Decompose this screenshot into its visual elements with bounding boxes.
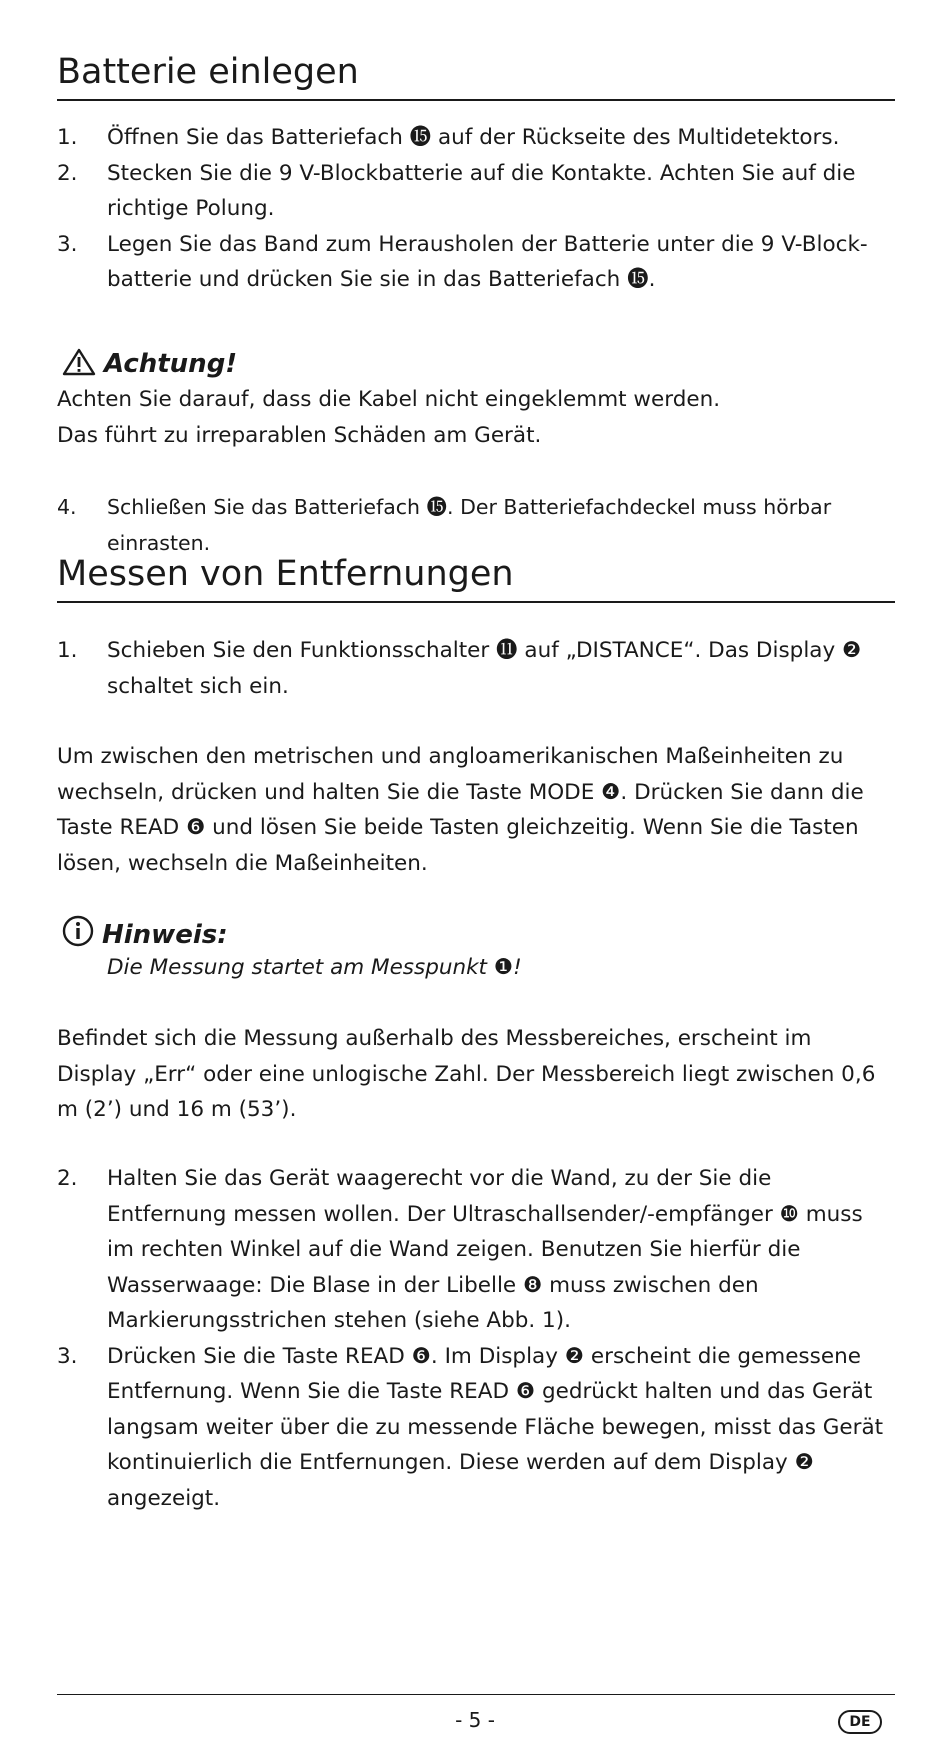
- distance-steps: [57, 1161, 895, 1516]
- battery-step-4: [57, 490, 895, 561]
- range-paragraph: Befindet sich die Messung außerhalb des Messbereiches, erscheint im Display „Err“ oder eine unlogische Zahl. Der Messbereich liegt zwischen 0,6 m (2’) und 16 m (53’).: [57, 1026, 876, 1122]
- units-paragraph: Um zwischen den metrischen und angloamerikanischen Maßeinheiten zu wechseln, drücken und halten Sie die Taste MODE ❹. Drücken Sie dann die Taste READ ❻ und lösen Sie beide Tasten gleichzeitig. Wenn Sie die Tasten lösen, wechseln die Maßeinheiten.: [57, 744, 864, 876]
- warning-heading: Achtung!: [62, 348, 237, 381]
- list-item: 4. Schließen Sie das Batteriefach ⓯. Der Batteriefachdeckel muss hörbar einrasten.: [57, 495, 832, 555]
- list-item: 2. Stecken Sie die 9 V-Blockbatterie auf die Kontakte. Achten Sie auf die richtige Polung.: [57, 160, 856, 221]
- distance-step-1: [57, 633, 895, 704]
- warning-text: Achten Sie darauf, dass die Kabel nicht eingeklemmt werden. Das führt zu irreparablen Schäden am Gerät.: [57, 387, 721, 448]
- warning-triangle-icon: [62, 348, 96, 381]
- page-number: - 5 -: [455, 1708, 495, 1732]
- language-badge: DE: [838, 1710, 882, 1734]
- battery-steps: [57, 120, 895, 298]
- note-text: Die Messung startet am Messpunkt ❶!: [107, 955, 522, 980]
- section-title-battery: Batterie einlegen: [57, 55, 895, 101]
- list-item: 2. Halten Sie das Gerät waagerecht vor die Wand, zu der Sie die Entfernung messen wollen. Der Ultraschallsender/-empfänger ❿ muss im rechten Winkel auf die Wand zeigen. Benutzen Sie hierfür die Wasserwaage: Die Blase in der Libelle ❽ muss zwischen den Markierungsstrichen stehen (siehe Abb. 1).: [57, 1166, 863, 1333]
- list-item: 3. Legen Sie das Band zum Herausholen der Batterie unter die 9 V-Blockbatterie und drücken Sie sie in das Batteriefach ⓯.: [57, 231, 868, 292]
- list-item: 3. Drücken Sie die Taste READ ❻. Im Display ❷ erscheint die gemessene Entfernung. Wenn Sie die Taste READ ❻ gedrückt halten und das Gerät langsam weiter über die zu messende Fläche bewegen, misst das Gerät kontinuierlich die Entfernungen. Diese werden auf dem Display ❷ angezeigt.: [57, 1343, 884, 1511]
- info-icon: [62, 915, 94, 952]
- section-title-distance: Messen von Entfernungen: [57, 557, 895, 603]
- list-item: 1. Öffnen Sie das Batteriefach ⓯ auf der Rückseite des Multidetektors.: [57, 125, 840, 150]
- note-heading: Hinweis:: [62, 915, 228, 952]
- footer-divider: [57, 1694, 895, 1695]
- list-item: 1. Schieben Sie den Funktionsschalter ⓫ auf „DISTANCE“. Das Display ❷ schaltet sich ein.: [57, 638, 862, 699]
